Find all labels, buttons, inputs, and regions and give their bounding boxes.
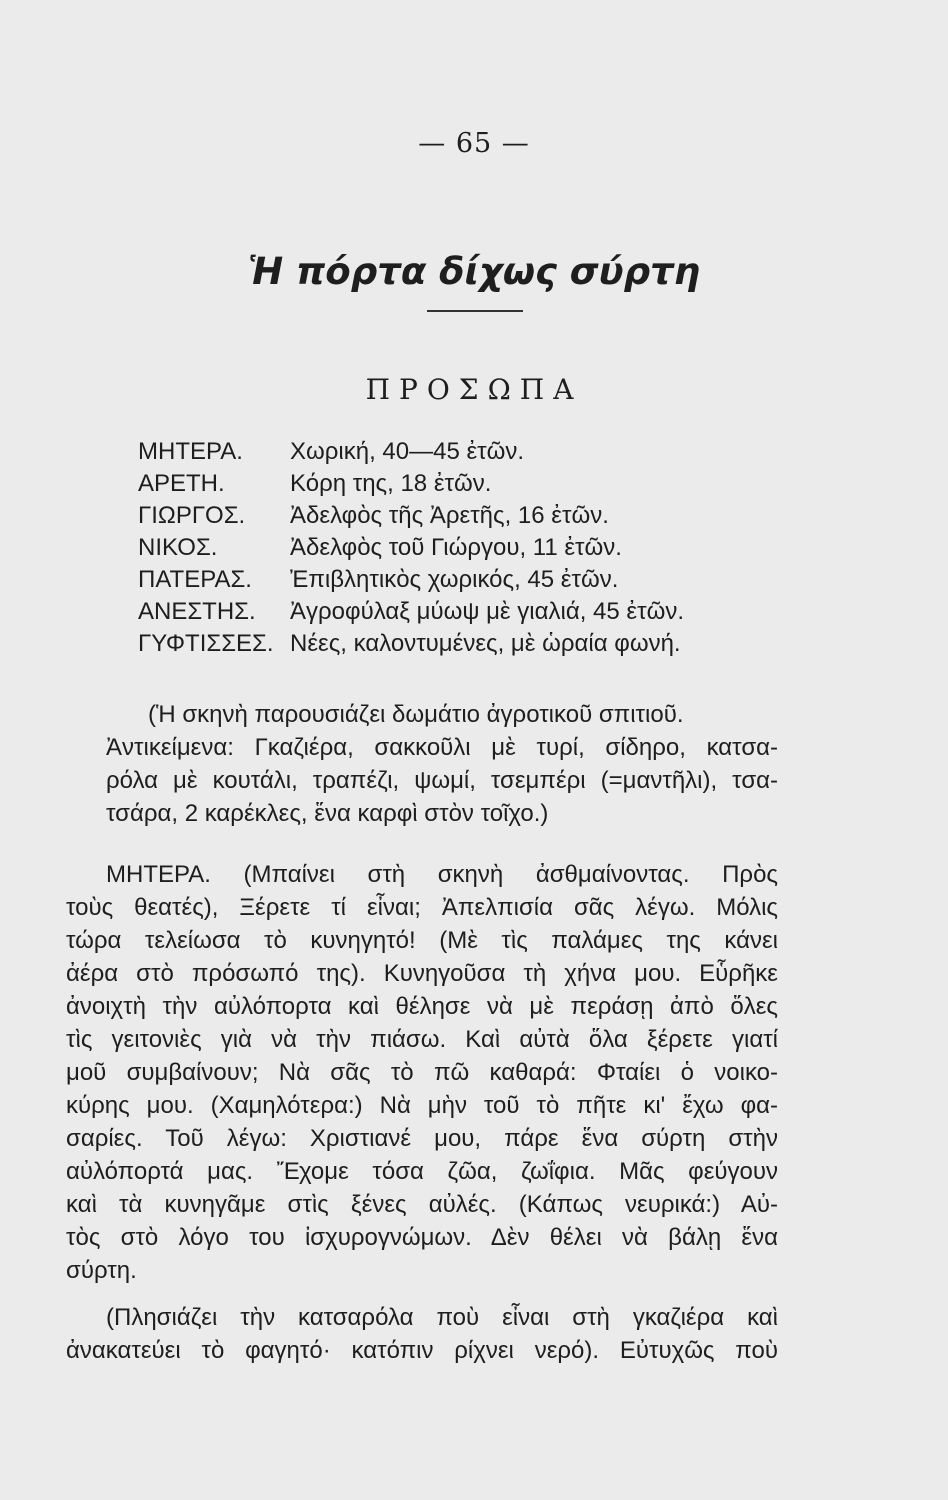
speech-line: ἀέρα στὸ πρόσωπό της). Κυνηγοῦσα τὴ χήνα μου. Εὗρῆκε [66,960,778,987]
cast-entry [0,596,948,628]
cast-entry [0,500,948,532]
stage-direction-line: τσάρα, 2 καρέκλες, ἕνα καρφὶ στὸν τοῖχο.) [106,800,549,827]
cast-name: ΝΙΚΟΣ. [138,534,218,561]
speech-line: τὶς γειτονιὲς γιὰ νὰ τὴν πιάσω. Καὶ αὐτὰ ὅλα ξέρετε γιατί [66,1026,778,1053]
speech-line: ΜΗΤΕΡΑ. (Μπαίνει στὴ σκηνὴ ἀσθμαίνοντας. Πρὸς [106,861,778,888]
cast-entry [0,532,948,564]
speech-line: σύρτη. [66,1257,137,1284]
play-title: Ἡ πόρτα δίχως σύρτη [247,250,701,293]
cast-name: ΓΙΩΡΓΟΣ. [138,502,246,529]
cast-entry [0,436,948,468]
speech-line: τοὺς θεατές), Ξέρετε τί εἶναι; Ἀπελπισία σᾶς λέγω. Μόλις [66,894,778,921]
cast-description: Κόρη της, 18 ἐτῶν. [290,470,492,497]
speech-line: αὐλόπορτά μας. Ἔχομε τόσα ζῶα, ζωΐφια. Μᾶς φεύγουν [66,1158,778,1185]
dramatis-personae-heading: ΠΡΟΣΩΠΑ [365,373,583,406]
speech-line: ἀνοιχτὴ τὴν αὐλόπορτα καὶ θέλησε νὰ μὲ περάσῃ ἀπὸ ὅλες [66,993,778,1020]
cast-name: ΓΥΦΤΙΣΣΕΣ. [138,630,274,657]
speech-line: τώρα τελείωσα τὸ κυνηγητό! (Μὲ τὶς παλάμες της κάνει [66,927,778,954]
cast-description: Ἀδελφὸς τοῦ Γιώργου, 11 ἐτῶν. [290,534,622,561]
paragraph-line: (Πλησιάζει τὴν κατσαρόλα ποὺ εἶναι στὴ γκαζιέρα καὶ [106,1304,778,1331]
page-number: — 65 — [418,128,530,159]
paragraph-line: ἀνακατεύει τὸ φαγητό· κατόπιν ρίχνει νερό). Εὐτυχῶς ποὺ [66,1337,778,1364]
cast-description: Χωρική, 40—45 ἐτῶν. [290,438,525,465]
cast-entry [0,564,948,596]
cast-entry [0,628,948,660]
stage-direction-line: ρόλα μὲ κουτάλι, τραπέζι, ψωμί, τσεμπέρι (=μαντῆλι), τσα- [106,767,778,794]
speech-line: σαρίες. Τοῦ λέγω: Χριστιανέ μου, πάρε ἕνα σύρτη στὴν [66,1125,778,1152]
cast-entry [0,468,948,500]
title-underline [427,310,523,312]
cast-name: ΑΡΕΤΗ. [138,470,225,497]
cast-name: ΠΑΤΕΡΑΣ. [138,566,252,593]
cast-description: Ἐπιβλητικὸς χωρικός, 45 ἐτῶν. [290,566,619,593]
speech-line: καὶ τὰ κυνηγᾶμε στὶς ξένες αὐλές. (Κάπως νευρικά:) Αὐ- [66,1191,778,1218]
stage-direction-line: Ἀντικείμενα: Γκαζιέρα, σακκοῦλι μὲ τυρί, σίδηρο, κατσα- [106,734,778,761]
cast-description: Ἀδελφὸς τῆς Ἀρετῆς, 16 ἐτῶν. [290,502,609,529]
cast-list [0,436,948,662]
cast-name: ΑΝΕΣΤΗΣ. [138,598,256,625]
cast-description: Νέες, καλοντυμένες, μὲ ὡραία φωνή. [290,630,681,657]
cast-description: Ἀγροφύλαξ μύωψ μὲ γιαλιά, 45 ἐτῶν. [290,598,684,625]
cast-name: ΜΗΤΕΡΑ. [138,438,243,465]
speech-line: μοῦ συμβαίνουν; Νὰ σᾶς τὸ πῶ καθαρά: Φταίει ὁ νοικο- [66,1059,778,1086]
speech-line: τὸς στὸ λόγο του ἰσχυρογνώμων. Δὲν θέλει νὰ βάλῃ ἕνα [66,1224,778,1251]
speech-line: κύρης μου. (Χαμηλότερα:) Νὰ μὴν τοῦ τὸ πῆτε κι' ἔχω φα- [66,1092,778,1119]
stage-direction-line: (Ἡ σκηνὴ παρουσιάζει δωμάτιο ἀγροτικοῦ σπιτιοῦ. [148,701,684,728]
